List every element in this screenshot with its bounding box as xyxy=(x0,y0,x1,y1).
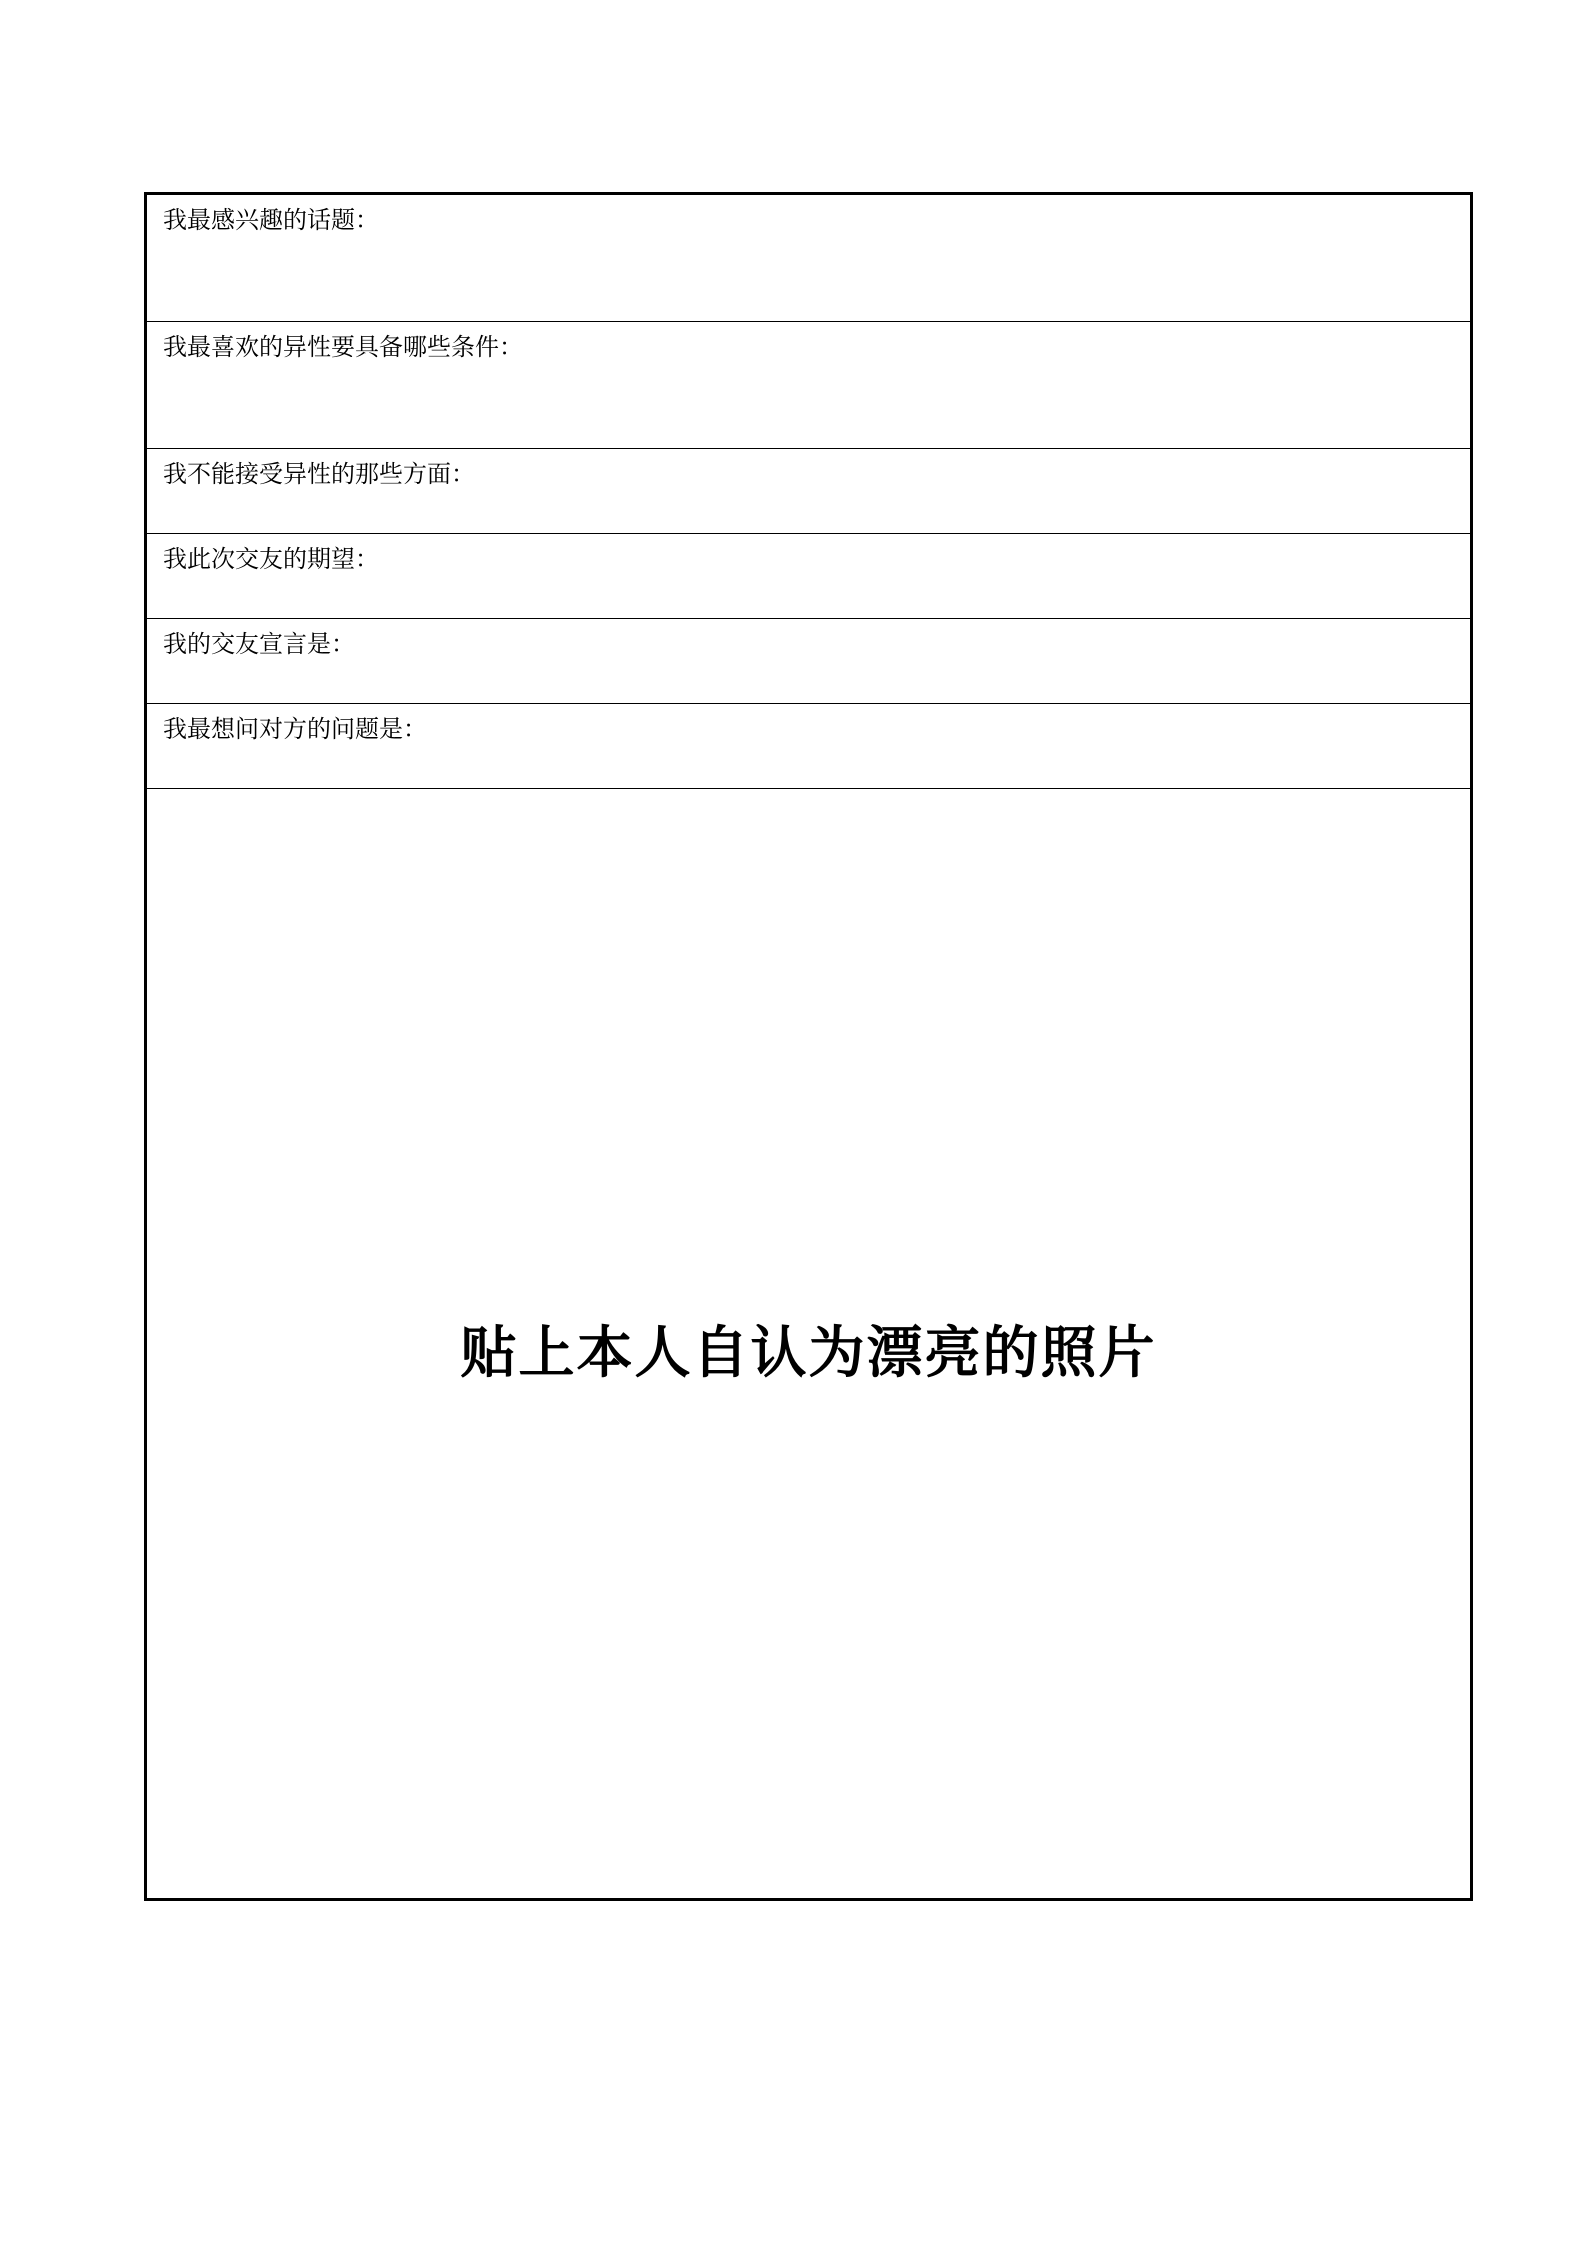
form-row-favorite-topics[interactable] xyxy=(147,195,1470,322)
form-row-question-for-other[interactable] xyxy=(147,704,1470,789)
form-row-declaration[interactable] xyxy=(147,619,1470,704)
form-label-expectations: 我此次交友的期望： xyxy=(163,545,379,573)
form-row-unacceptable-traits[interactable] xyxy=(147,449,1470,534)
form-label-question-for-other: 我最想问对方的问题是： xyxy=(163,715,427,743)
form-label-favorite-topics: 我最感兴趣的话题： xyxy=(163,206,379,234)
form-label-ideal-partner-conditions: 我最喜欢的异性要具备哪些条件： xyxy=(163,333,523,361)
photo-caption: 贴上本人自认为漂亮的照片 xyxy=(460,1320,1157,1386)
form-row-expectations[interactable] xyxy=(147,534,1470,619)
form-row-ideal-partner-conditions[interactable] xyxy=(147,322,1470,449)
profile-form-table xyxy=(144,192,1473,1901)
photo-paste-area[interactable] xyxy=(147,789,1470,1898)
form-label-declaration: 我的交友宣言是： xyxy=(163,630,355,658)
form-label-unacceptable-traits: 我不能接受异性的那些方面： xyxy=(163,460,475,488)
